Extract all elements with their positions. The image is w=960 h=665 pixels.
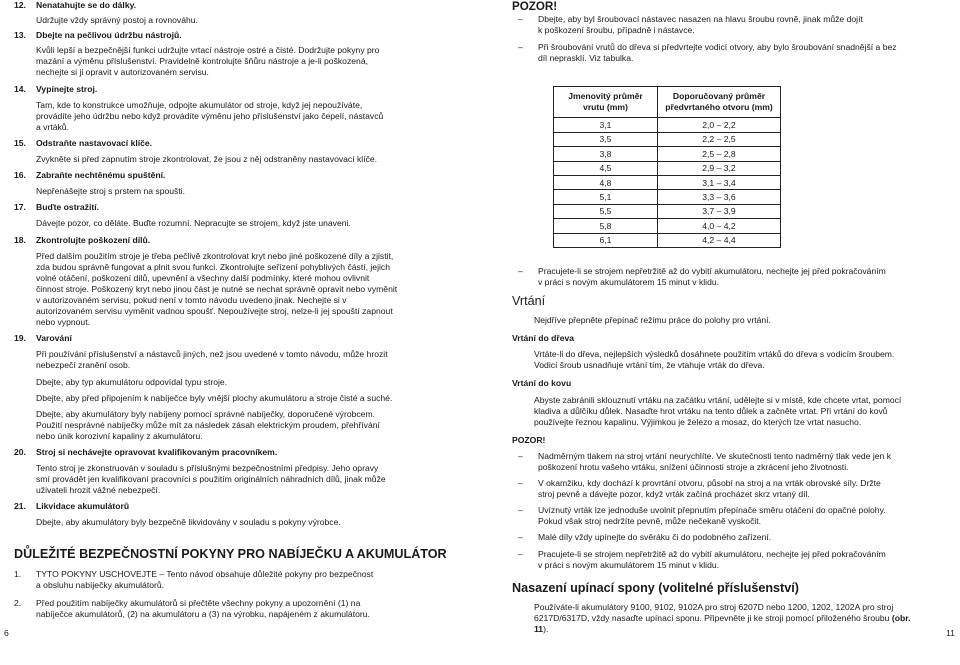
pozor2-item: – Nadměrným tlakem na stroj vrtání neurychlíte. Ve skutečnosti tento nadměrný tlak vede jen k poškození hrotu vašeho vrtáku, snížení účinnosti stroje a zkrácení jeho životnosti. bbox=[518, 450, 891, 473]
section-13-heading: 13. Dbejte na pečlivou údržbu nástrojů. bbox=[14, 30, 182, 41]
section-12-text: Udržujte vždy správný postoj a rovnováhu. bbox=[36, 15, 198, 26]
screw-hole-table bbox=[553, 86, 781, 248]
wood-drilling-heading: Vrtání do dřeva bbox=[512, 333, 575, 344]
clip-text: Používáte-li akumulátory 9100, 9102, 9102A pro stroj 6207D nebo 1200, 1202, 1202A pro stroj 6217D/6317D, vždy nasaďte upínací sponu. Připevněte ji ke stroji pomocí přiloženého šroubu (obr. 11). bbox=[534, 601, 911, 634]
table-header-cell: Jmenovitý průměr vrutu (mm) bbox=[554, 87, 658, 118]
table-cell: 2,0 – 2,2 bbox=[658, 118, 781, 132]
drilling-heading: Vrtání bbox=[512, 294, 546, 309]
pozor-heading-2: POZOR! bbox=[512, 434, 546, 445]
table-cell: 6,1 bbox=[554, 233, 658, 247]
charger-item-1: 1. TYTO POKYNY USCHOVEJTE – Tento návod obsahuje důležité pokyny pro bezpečnost a obsluhu nabíječky akumulátorů. bbox=[14, 568, 374, 590]
right-page bbox=[512, 0, 960, 665]
table-cell: 4,8 bbox=[554, 175, 658, 189]
charger-safety-heading: DŮLEŽITÉ BEZPEČNOSTNÍ POKYNY PRO NABÍJEČKU A AKUMULÁTOR bbox=[14, 546, 447, 561]
pozor2-item: – V okamžiku, kdy dochází k provrtání otvoru, působí na stroj a na vrták obrovské síly. Držte stroj pevně a dávejte pozor, když vrták začíná procházet skrz vrtaný díl. bbox=[518, 478, 881, 500]
section-13-text: Kvůli lepší a bezpečnější funkci udržujte vrtací nástroje ostré a čisté. Dodržujte pokyny pro mazání a výměnu příslušenství. Pravidelně kontrolujte šňůru nástroje a je-li poškozená, nechejte si ji opravit v autorizovaném servisu. bbox=[36, 45, 380, 78]
table-cell: 3,1 – 3,4 bbox=[658, 175, 781, 189]
table-cell: 5,1 bbox=[554, 190, 658, 204]
table-row bbox=[554, 132, 781, 146]
table-cell: 4,5 bbox=[554, 161, 658, 175]
section-18-text: Před dalším použitím stroje je třeba pečlivě zkontrolovat kryt nebo jiné poškozené díly a zjistit, zda budou správně fungovat a plnit svou funkci. Zkontrolujte seřízení pohyblivých částí, jejich volné otáčení, poškození dílů, upevnění a všechny další podmínky, které mohou ovlivnit činnost stroje. Poškozený kryt nebo jinou část je nutné se nechat správně opravit nebo vyměnit v autorizovaném servisu, pokud není v tomto návodu uvedeno jinak. Nechejte si v autorizovaném servisu vyměnit vadnou spoušť. Nepoužívejte stroj, nelze-li jej spouští zapnout nebo vypnout. bbox=[36, 250, 398, 328]
section-15-text: Zvykněte si před zapnutím stroje zkontrolovat, že jsou z něj odstraněny nastavovací klíče. bbox=[36, 154, 378, 165]
section-15-heading: 15. Odstraňte nastavovací klíče. bbox=[14, 137, 153, 148]
table-cell: 2,5 – 2,8 bbox=[658, 147, 781, 161]
table-row bbox=[554, 219, 781, 233]
section-19-heading: 19. Varování bbox=[14, 333, 72, 344]
metal-drilling-text: Abyste zabránili sklouznutí vrtáku na začátku vrtání, udělejte si v místě, kde chcete vrtat, pomocí kladiva a důlčíku důlek. Nasaďte hrot vrtáku na tento důlek a začněte vrtat. Při vrtání do kovů používejte řeznou kapalinu. Výjimkou je železo a mosaz, do kterých lze vrtat nasucho. bbox=[534, 394, 902, 427]
left-page bbox=[14, 0, 452, 665]
section-21-heading: 21. Likvidace akumulátorů bbox=[14, 501, 130, 512]
table-row bbox=[554, 118, 781, 132]
table-cell: 5,8 bbox=[554, 219, 658, 233]
table-cell: 2,9 – 3,2 bbox=[658, 161, 781, 175]
section-14-heading: 14. Vypínejte stroj. bbox=[14, 83, 98, 94]
pozor2-item: – Malé díly vždy upínejte do svěráku či do podobného zařízení. bbox=[518, 532, 772, 543]
section-20-heading: 20. Stroj si nechávejte opravovat kvalifikovaným pracovníkem. bbox=[14, 447, 278, 457]
table-row bbox=[554, 204, 781, 218]
section-17-heading: 17. Buďte ostražití. bbox=[14, 202, 99, 213]
table-row bbox=[554, 161, 781, 175]
section-14-text: Tam, kde to konstrukce umožňuje, odpojte akumulátor od stroje, když jej nepoužíváte, provádíte jeho údržbu nebo když provádíte výměnu jeho příslušenství jako čepelí, nástavců a vrtáků. bbox=[36, 99, 384, 132]
table-cell: 3,3 – 3,6 bbox=[658, 190, 781, 204]
table-cell: 3,1 bbox=[554, 118, 658, 132]
table-cell: 3,7 – 3,9 bbox=[658, 204, 781, 218]
section-12-heading: 12. Nenatahujte se do dálky. bbox=[14, 0, 137, 10]
table-cell: 4,2 – 4,4 bbox=[658, 233, 781, 247]
table-cell: 5,5 bbox=[554, 204, 658, 218]
continuous-work-note: – Pracujete-li se strojem nepřetržitě až do vybití akumulátoru, nechejte jej před pokračováním v práci s novým akumulátorem 15 minut v klidu. bbox=[518, 265, 886, 287]
table-header-cell: Doporučovaný průměr předvrtaného otvoru (mm) bbox=[658, 87, 781, 118]
section-19-p4: Dbejte, aby akumulátory byly nabíjeny pomocí správné nabíječky, doporučené výrobcem. Použití nesprávné nabíječky může mít za následek zásah elektrickým proudem, přehřívání nebo únik korozivní kapaliny z akumulátoru. bbox=[36, 408, 380, 441]
table-header-row bbox=[554, 87, 781, 118]
page-number-left: 6 bbox=[4, 628, 9, 638]
pozor2-item: – Pracujete-li se strojem nepřetržitě až do vybití akumulátoru, nechejte jej před pokračováním v práci s novým akumulátorem 15 minut v klidu. bbox=[518, 548, 886, 570]
table-row bbox=[554, 190, 781, 204]
section-19-p3: Dbejte, aby před připojením k nabíječce byly vnější plochy akumulátoru a stroje čisté a suché. bbox=[36, 392, 393, 403]
metal-drilling-heading: Vrtání do kovu bbox=[512, 378, 572, 389]
section-17-text: Dávejte pozor, co děláte. Buďte rozumní. Nepracujte se strojem, když jste unaveni. bbox=[36, 218, 351, 229]
section-18-heading: 18. Zkontrolujte poškození dílů. bbox=[14, 234, 151, 245]
table-row bbox=[554, 233, 781, 247]
wood-drilling-text: Vrtáte-li do dřeva, nejlepších výsledků dosáhnete použitím vrtáků do dřeva s vodicím šroubem. Vodicí šroub usnadňuje vrtání tím, že vtahuje vrták do dřeva. bbox=[534, 349, 895, 371]
pozor-heading: POZOR! bbox=[512, 0, 558, 13]
page-number-right: 11 bbox=[946, 628, 955, 638]
section-16-text: Nepřenášejte stroj s prstem na spoušti. bbox=[36, 186, 186, 197]
pozor-item-2: – Při šroubování vrutů do dřeva si předvrtejte vodicí otvory, aby bylo šroubování snadnější a bez díl neprasklí. Viz tabulka. bbox=[518, 42, 897, 64]
table-row bbox=[554, 147, 781, 161]
clip-heading: Nasazení upínací spony (volitelné příslušenství) bbox=[512, 580, 799, 595]
section-19-p1: Při používání příslušenství a nástavců jiných, než jsou uvedené v tomto návodu, může hrozit nebezpečí zranění osob. bbox=[36, 349, 388, 371]
section-21-text: Dbejte, aby akumulátory byly bezpečně likvidovány v souladu s pokyny výrobce. bbox=[36, 517, 341, 528]
pozor-item-1: – Dbejte, aby byl šroubovací nástavec nasazen na hlavu šroubu rovně, jinak může dojít k poškození šroubu, případně i nástavce. bbox=[518, 14, 863, 36]
table-cell: 4,0 – 4,2 bbox=[658, 219, 781, 233]
table-cell: 2,2 – 2,5 bbox=[658, 132, 781, 146]
section-20-text: Tento stroj je zkonstruován v souladu s příslušnými bezpečnostními předpisy. Jeho opravy smí provádět jen kvalifikovaní pracovníci s použitím originálních náhradních dílů, jinak může uživateli hrozit vážné nebezpečí. bbox=[36, 463, 386, 496]
table-row bbox=[554, 175, 781, 189]
table-cell: 3,5 bbox=[554, 132, 658, 146]
section-19-p2: Dbejte, aby typ akumulátoru odpovídal typu stroje. bbox=[36, 376, 228, 387]
pozor2-item: – Uvíznutý vrták lze jednoduše uvolnit přepnutím přepínače směru otáčení do opačné polohy. Pokud však stroj nedržíte pevně, může nečekaně vyskočit. bbox=[518, 505, 886, 527]
charger-item-2: 2. Před použitím nabíječky akumulátorů si přečtěte všechny pokyny a upozornění (1) na nabíječce akumulátorů, (2) na akumulátoru a (3) na výrobku, napájeném z akumulátoru. bbox=[14, 597, 370, 619]
section-16-heading: 16. Zabraňte nechtěnému spuštění. bbox=[14, 170, 166, 181]
drilling-intro: Nejdříve přepněte přepínač režimu práce do polohy pro vrtání. bbox=[534, 315, 771, 326]
table-cell: 3,8 bbox=[554, 147, 658, 161]
